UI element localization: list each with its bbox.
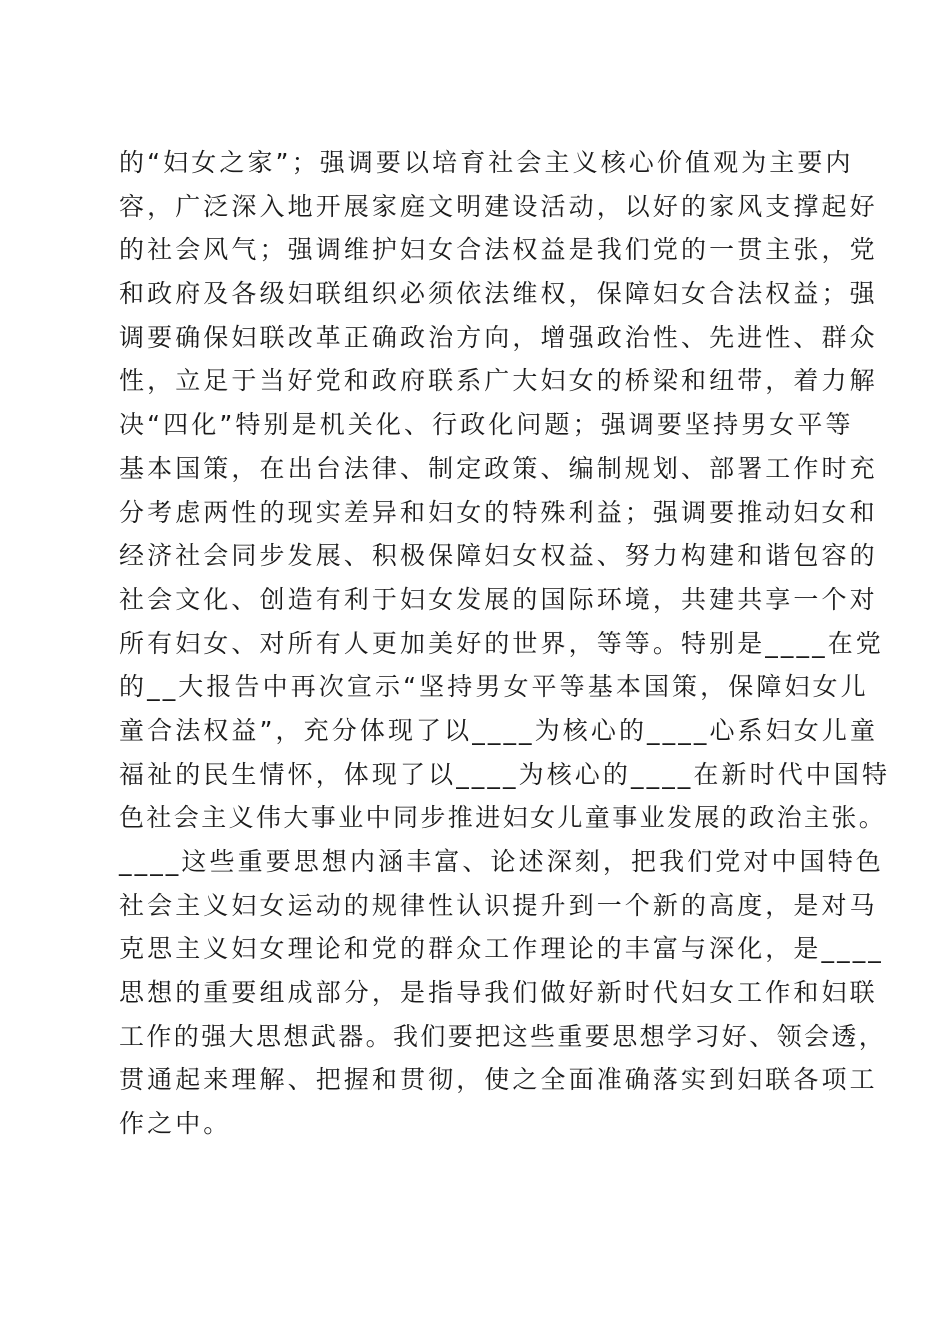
text-line-5: 调要确保妇联改革正确政治方向，增强政治性、先进性、群众 [119, 322, 878, 352]
text-line-3: 的社会风气；强调维护妇女合法权益是我们党的一贯主张，党 [119, 235, 878, 265]
text-line-6: 性，立足于当好党和政府联系广大妇女的桥梁和纽带，着力解 [119, 366, 878, 396]
text-line-16: 色社会主义伟大事业中同步推进妇女儿童事业发展的政治主张。 [119, 803, 887, 833]
text-line-22: 贯通起来理解、把握和贯彻，使之全面准确落实到妇联各项工 [119, 1065, 878, 1095]
text-line-10: 经济社会同步发展、积极保障妇女权益、努力构建和谐包容的 [119, 541, 878, 571]
text-line-8: 基本国策，在出台法律、制定政策、编制规划、部署工作时充 [119, 453, 878, 483]
text-line-1: 的“妇女之家”；强调要以培育社会主义核心价值观为主要内 [119, 148, 854, 177]
text-line-12: 所有妇女、对所有人更加美好的世界，等等。特别是____在党 [119, 628, 884, 658]
text-line-20: 思想的重要组成部分，是指导我们做好新时代妇女工作和妇联 [119, 978, 878, 1008]
text-line-18: 社会主义妇女运动的规律性认识提升到一个新的高度，是对马 [119, 890, 878, 920]
body-paragraph [119, 141, 891, 1146]
text-line-13: 的__大报告中再次宣示“坚持男女平等基本国策，保障妇女儿 [119, 672, 869, 702]
text-line-7: 决“四化”特别是机关化、行政化问题；强调要坚持男女平等 [119, 410, 854, 440]
text-line-9: 分考虑两性的现实差异和妇女的特殊利益；强调要推动妇女和 [119, 497, 878, 527]
text-line-19: 克思主义妇女理论和党的群众工作理论的丰富与深化，是____ [119, 934, 884, 964]
text-line-4: 和政府及各级妇联组织必须依法维权，保障妇女合法权益；强 [119, 279, 878, 309]
text-line-11: 社会文化、创造有利于妇女发展的国际环境，共建共享一个对 [119, 584, 878, 614]
text-line-15: 福祉的民生情怀，体现了以____为核心的____在新时代中国特 [119, 759, 891, 789]
text-line-2: 容，广泛深入地开展家庭文明建设活动，以好的家风支撑起好 [119, 191, 878, 221]
text-line-21: 工作的强大思想武器。我们要把这些重要思想学习好、领会透， [119, 1021, 887, 1051]
text-line-23: 作之中。 [119, 1109, 232, 1139]
text-line-17: ____这些重要思想内涵丰富、论述深刻，把我们党对中国特色 [119, 847, 884, 876]
text-line-14: 童合法权益”，充分体现了以____为核心的____心系妇女儿童 [119, 715, 879, 745]
